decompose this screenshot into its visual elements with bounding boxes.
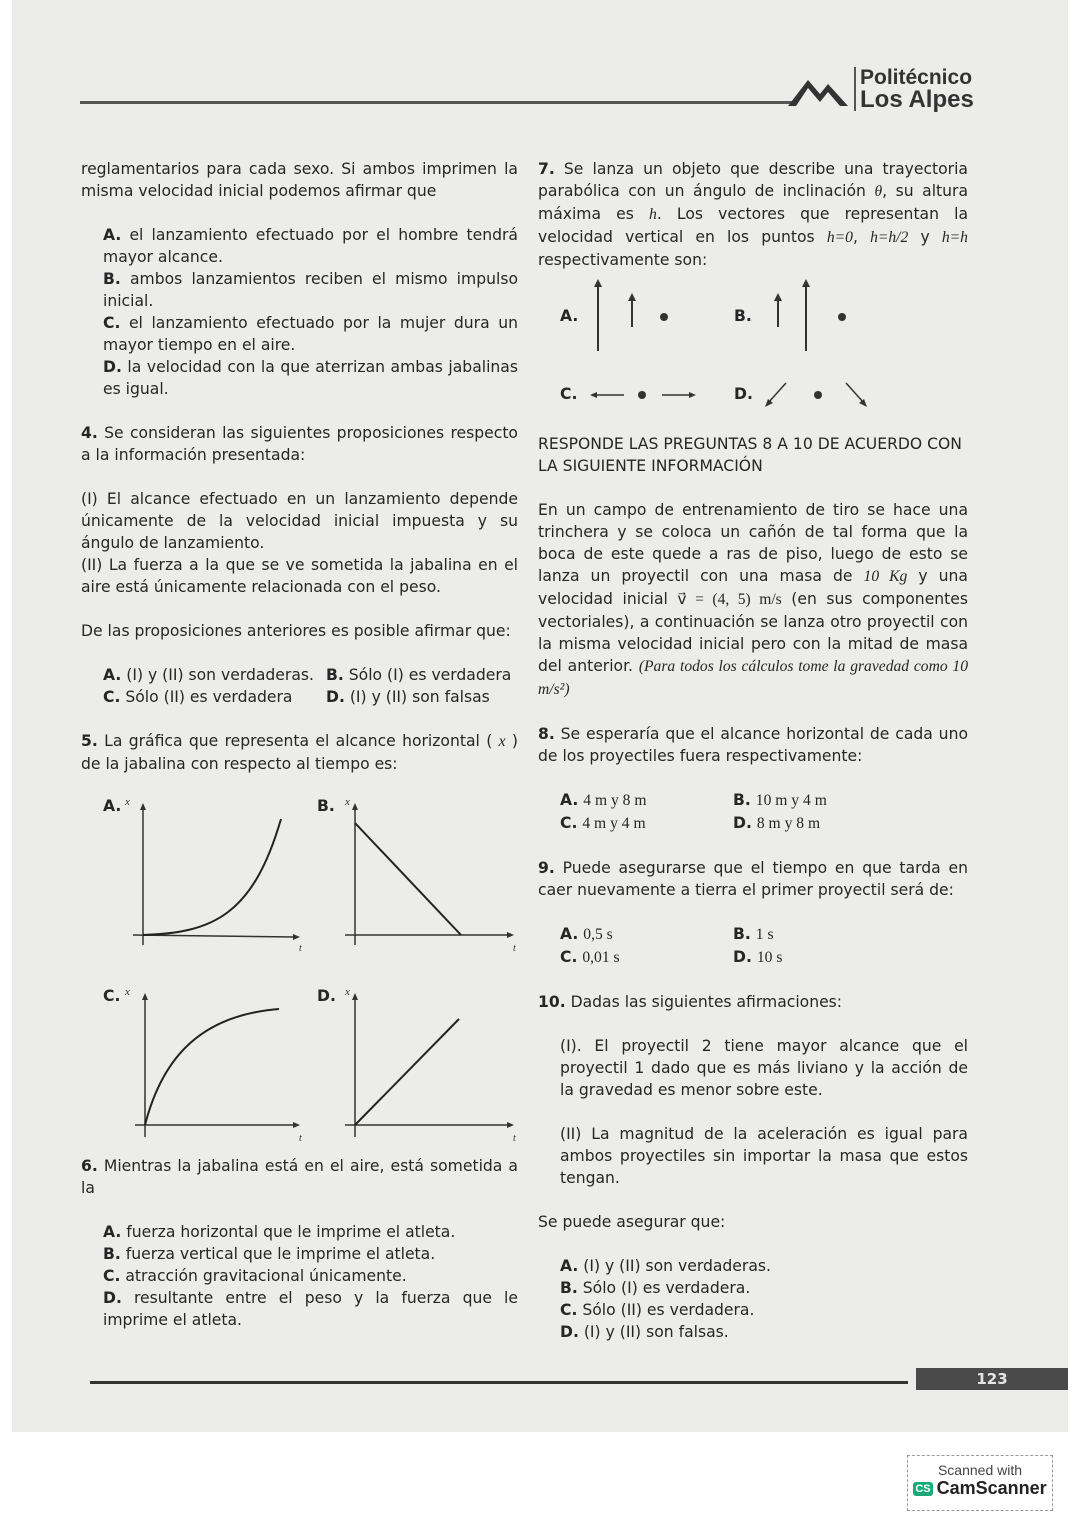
vector-set-c-icon <box>588 383 708 407</box>
q4-option-a: A. (I) y (II) son verdaderas. <box>103 666 314 684</box>
q10-stem: 10. Dadas las siguientes afirmaciones: <box>538 993 843 1011</box>
q8-stem: 8. Se esperaría que el alcance horizontal de cada uno de los proyectiles fuera respectivamente: <box>538 725 968 765</box>
q6-option-a: A. fuerza horizontal que le imprime el atleta. <box>103 1223 456 1241</box>
q8-option-c: C. 4 m y 4 m <box>560 814 646 832</box>
q6-stem: 6. Mientras la jabalina está en el aire, está sometida a la <box>81 1157 518 1197</box>
q3-intro: reglamentarios para cada sexo. Si ambos imprimen la misma velocidad inicial podemos afirmar que <box>81 160 518 200</box>
svg-text:t: t <box>299 943 302 954</box>
footer-rule <box>90 1381 908 1384</box>
vector-set-b-icon <box>764 277 884 357</box>
q10-ask: Se puede asegurar que: <box>538 1213 726 1231</box>
q9-stem: 9. Puede asegurarse que el tiempo en que tarda en caer nuevamente a tierra el primer proyectil será de: <box>538 859 968 899</box>
svg-text:t: t <box>513 1133 516 1144</box>
logo-line1: Politécnico <box>860 66 973 89</box>
q4-options <box>81 664 518 708</box>
right-column <box>538 158 968 1343</box>
q7-vector-options <box>538 271 968 411</box>
q10-option-b: B. Sólo (I) es verdadera. <box>560 1279 751 1297</box>
svg-text:t: t <box>513 943 516 954</box>
q10-option-c: C. Sólo (II) es verdadera. <box>560 1301 755 1319</box>
graph-a: A. x t <box>103 796 302 954</box>
q6-option-b: B. fuerza vertical que le imprime el atleta. <box>103 1245 436 1263</box>
graph-c: C. x t <box>103 986 302 1144</box>
camscanner-logo-icon: CS <box>915 1482 931 1495</box>
svg-text:x: x <box>125 986 130 998</box>
page-number: 123 <box>916 1368 1068 1390</box>
watermark-line2: CamScanner <box>936 1478 1047 1498</box>
q8-option-a: A. 4 m y 8 m <box>560 791 647 809</box>
q10-option-d: D. (I) y (II) son falsas. <box>560 1323 729 1341</box>
q6-option-c: C. atracción gravitacional únicamente. <box>103 1267 407 1285</box>
camscanner-watermark <box>907 1455 1053 1511</box>
q5-stem: 5. La gráfica que representa el alcance horizontal ( x ) de la jabalina con respecto al tiempo es: <box>81 732 518 773</box>
q3-option-c: C. el lanzamiento efectuado por la mujer dura un mayor tiempo en el aire. <box>103 314 518 354</box>
watermark-line1: Scanned with <box>937 1462 1023 1478</box>
q4-ask: De las proposiciones anteriores es posible afirmar que: <box>81 622 511 640</box>
svg-text:x: x <box>125 796 130 808</box>
left-column <box>81 158 518 1331</box>
logo-line2: Los Alpes <box>860 86 974 113</box>
q8-option-b: B. 10 m y 4 m <box>733 791 827 809</box>
q9-option-c: C. 0,01 s <box>560 948 620 966</box>
q4-option-b: B. Sólo (I) es verdadera <box>326 666 512 684</box>
q3-option-a: A. el lanzamiento efectuado por el hombre tendrá mayor alcance. <box>103 226 518 266</box>
q9-option-d: D. 10 s <box>733 948 783 966</box>
q3-option-b: B. ambos lanzamientos reciben el mismo impulso inicial. <box>103 270 518 310</box>
q4-stem: 4. Se consideran las siguientes proposiciones respecto a la información presentada: <box>81 424 518 464</box>
q7-option-c-label: C. <box>560 385 578 403</box>
q7-option-a-label: A. <box>560 307 579 325</box>
q4-prop1: (I) El alcance efectuado en un lanzamiento depende únicamente de la velocidad inicial impuesta y su ángulo de lanzamiento. <box>81 490 518 552</box>
svg-text:x: x <box>345 796 350 808</box>
header-rule <box>80 101 792 104</box>
q9-option-a: A. 0,5 s <box>560 925 613 943</box>
svg-text:x: x <box>345 986 350 998</box>
q10-prop1: (I). El proyectil 2 tiene mayor alcance que el proyectil 1 dado que es más liviano y la acción de la gravedad es menor sobre este. <box>560 1037 968 1099</box>
q7-option-b-label: B. <box>734 307 752 325</box>
mountain-logo-icon <box>786 66 850 112</box>
vector-set-a-icon <box>588 277 708 357</box>
q4-prop2: (II) La fuerza a la que se ve sometida la jabalina en el aire está únicamente relacionada con el peso. <box>81 556 518 596</box>
q3-option-d: D. la velocidad con la que aterrizan ambas jabalinas es igual. <box>103 358 518 398</box>
q5-graphs <box>81 785 518 1155</box>
q9-option-b: B. 1 s <box>733 925 774 943</box>
section-heading: RESPONDE LAS PREGUNTAS 8 A 10 DE ACUERDO CON LA SIGUIENTE INFORMACIÓN <box>538 435 962 475</box>
q4-option-c: C. Sólo (II) es verdadera <box>103 688 293 706</box>
q8-options <box>538 789 968 835</box>
q6-option-d: D. resultante entre el peso y la fuerza que le imprime el atleta. <box>103 1289 518 1329</box>
q3-options <box>81 224 518 400</box>
q7-stem: 7. Se lanza un objeto que describe una trayectoria parabólica con un ángulo de inclinación θ, su altura máxima es h. Los vectores que representan la velocidad vertical en los puntos h=0, h=h/2 y h=h respectivamente son: <box>538 160 969 269</box>
q10-option-a: A. (I) y (II) son verdaderas. <box>560 1257 771 1275</box>
graph-d: D. x t <box>317 986 516 1144</box>
q10-prop2: (II) La magnitud de la aceleración es igual para ambos proyectiles sin importar la masa que estos tengan. <box>560 1125 968 1187</box>
q8-option-d: D. 8 m y 8 m <box>733 814 821 832</box>
svg-text:t: t <box>299 1133 302 1144</box>
vector-set-d-icon <box>762 377 882 411</box>
q4-option-d: D. (I) y (II) son falsas <box>326 688 490 706</box>
q9-options <box>538 923 968 969</box>
graph-b: B. x t <box>317 796 516 954</box>
logo <box>786 66 974 112</box>
q7-option-d-label: D. <box>734 385 753 403</box>
info-paragraph: En un campo de entrenamiento de tiro se hace una trinchera y se coloca un cañón de tal forma que la boca de este quede a ras de piso, luego de esto se lanza un proyectil con una masa de 10 Kg y una velocidad inicial v⃗ = (4, 5) m/s (en sus componentes vectoriales), a continuación se lanza otro proyectil con la misma velocidad inicial pero con la mitad de masa del anterior. (Para todos los cálculos tome la gravedad como 10 m/s²) <box>538 501 968 698</box>
